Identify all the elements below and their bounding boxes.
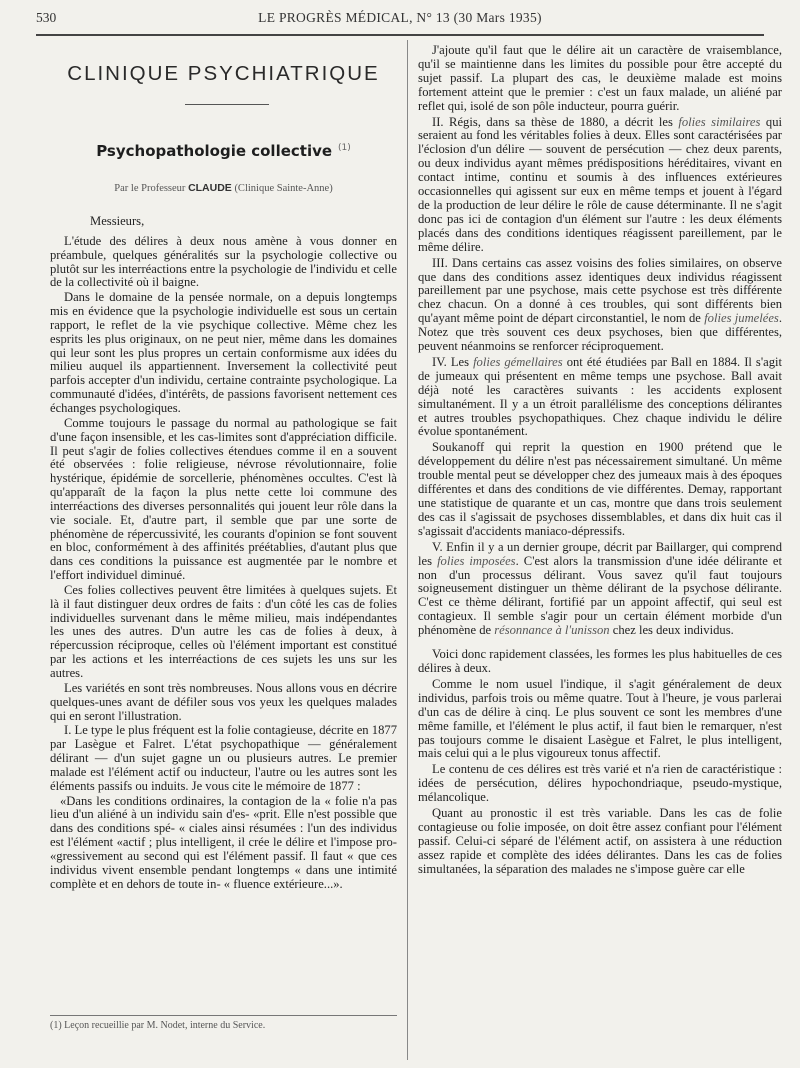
text-run: III. Dans certains cas assez voisins des folies similaires, on observe que dans des conditions assez identiques deux individus réagissent pareillement par une psychose, mais cette psychose est très différente chez chacun. On a donné à ces troubles, qui sont différents bien qu'ayant même point de départ circonstantiel, le nom de bbox=[418, 255, 782, 326]
salutation: Messieurs, bbox=[90, 214, 145, 228]
article-title-text: Psychopathologie collective bbox=[96, 142, 333, 160]
running-head bbox=[36, 8, 764, 28]
byline-prefix: Par le Professeur bbox=[114, 183, 186, 194]
paragraph bbox=[50, 724, 397, 793]
italic-term: folies similaires bbox=[678, 114, 761, 129]
paragraph: L'étude des délires à deux nous amène à vous donner en préambule, quelques généralités sur la psychologie collective ou plutôt sur les interréactions entre la psychologie de l'individu et celle de la collectivité où il baigne. bbox=[50, 233, 397, 290]
left-column bbox=[50, 215, 397, 893]
paragraph bbox=[418, 257, 782, 354]
text-run: . Notez que très souvent ces deux psychoses, bien que différentes, peuvent néanmoins se renforcer réciproquement. bbox=[418, 311, 782, 354]
page-number: 530 bbox=[36, 10, 57, 25]
text-run: V. Enfin il y a un dernier groupe, décrit par Baillarger, qui comprend les bbox=[418, 539, 782, 568]
section-title: CLINIQUE PSYCHIATRIQUE bbox=[67, 62, 380, 85]
paragraph bbox=[418, 116, 782, 255]
right-column bbox=[418, 44, 782, 879]
text-run: qui seraient au fond les véritables folies à deux. Elles sont caractérisées par l'éclosion d'un délire — souvent de persécution — chez deux parents, ou deux individus ayant mêmes prédispositions héréditaires, vivant en contact intime, continu et soumis à des influences extérieures occasionnelles qui agissent sur eux en même temps et jouent à l'égard de la production de leur délire le rôle de cause déterminante. Il ne s'agit donc pas ici de contagion d'un élément sur l'autre : les deux éléments placés dans des conditions identiques réagissent pareillement, par le même délire. bbox=[418, 114, 782, 254]
paragraph: Les variétés en sont très nombreuses. Nous allons vous en décrire quelques-unes avant de défiler sous vos yeux les quelques malades qui en seront l'illustration. bbox=[50, 680, 397, 723]
paragraph bbox=[418, 356, 782, 439]
affiliation: (Clinique Sainte-Anne) bbox=[234, 183, 333, 194]
italic-term: résonnance à l'unisson bbox=[494, 623, 610, 638]
title-divider bbox=[185, 104, 269, 105]
footnote-rule bbox=[50, 1015, 397, 1016]
paragraph: Comme toujours le passage du normal au pathologique se fait d'une façon insensible, et les cas-limites sont d'appréciation difficile. Il peut s'agir de folies collectives étendues comme il en a souvent été observées : folie religieuse, névrose révolutionnaire, folie hystérique, épidémie de sorcellerie, phénomènes occultes. C'est là qu'apparaît de la façon la plus nette cette loi commune des interréactions des diverses personnalités qui jouent leur rôle dans la vie sociale. Et, d'autre part, il semble que par une sorte de phénomène de répercussivité, les courants d'opinion se font souvent en bloc, conformément à des affinités préétablies, d'autant plus que dans ces conditions la puissance est augmentée par le nombre et l'effort individuel diminué. bbox=[50, 415, 397, 583]
paragraph: Soukanoff qui reprit la question en 1900 prétend que le développement du délire n'est pas nécessairement simultané. Un même trouble mental peut se développer chez des jumeaux mais à des époques différentes et dans des conditions de vie différentes. Demay, rapportant une statistique de quarante et un cas, montre que dans trois seulement des cas il s'agissait de psychoses dissemblables, et dans dix huit cas il s'agissait d'accidents maniaco-dépressifs. bbox=[418, 440, 782, 538]
italic-term: folie contagieuse bbox=[227, 723, 313, 738]
text-run: I. Le type le plus fréquent est la bbox=[64, 723, 228, 738]
article-title bbox=[50, 142, 397, 160]
paragraph: Quant au pronostic il est très variable. Dans les cas de folie contagieuse ou folie imposée, on doit être assez confiant pour l'élément passif. Celui-ci séparé de l'élément actif, on assistera à une réduction assez rapide et complète des idées délirantes. Dans les cas de folies simultanées, la séparation des malades ne s'impose guère car elle bbox=[418, 806, 782, 876]
paragraph: J'ajoute qu'il faut que le délire ait un caractère de vraisemblance, qu'il se maintienne dans les limites du possible pour être accepté du sujet passif. La plupart des cas, le deuxième malade est moins fortement atteint que le premier : c'est un faux malade, un aliéné par reflet qui, isolé de son pôle inducteur, pourra guérir. bbox=[418, 43, 782, 113]
italic-term: folies jumelées bbox=[704, 311, 779, 326]
italic-term: folies imposées bbox=[437, 553, 516, 568]
text-run: . C'est alors la transmission d'une idée délirante et non d'un processus délirant. Vous savez qu'il faut toujours soigneusement distinguer un thème délirant de la psychose délirante. C'est ce thème délirant, fortifié par un appoint affectif, qui seul est contagieux. Il semble s'agir pour un certain élément morbide d'un phénomène de bbox=[418, 553, 783, 638]
author-name: CLAUDE bbox=[188, 182, 232, 194]
header-rule bbox=[36, 34, 764, 36]
text-run: II. Régis, dans sa thèse de 1880, a décrit les bbox=[432, 114, 679, 129]
paragraph bbox=[418, 541, 782, 638]
quotation: «Dans les conditions ordinaires, la contagion de la « folie n'a pas lieu d'un aliéné à un individu sain d'es- «prit. Elle n'est possible que dans des conditions spé- « ciales ainsi résumées : l'un des individus est l'élément «actif ; plus intelligent, il crée le délire et l'impose pro- «gressivement au second qui est l'élément passif. Il faut « que ces individus vivent ensemble pendant longtemps « dans une intimité complète et en dehors de toute in- « fluence extérieure...». bbox=[50, 793, 397, 891]
italic-term: folies gémellaires bbox=[473, 354, 563, 369]
byline bbox=[50, 182, 397, 194]
text-run: ont été étudiées par Ball en 1884. Il s'agit de jumeaux qui présentent en même temps une psychose. Ball avait déjà noté les caractères suivants : les accidents explosent simultanément. Il y a un étroit parallélisme des conceptions délirantes et autres troubles psychopathiques. Chez chaque individu le délire évolue spontanément. bbox=[418, 354, 782, 439]
paragraph: Le contenu de ces délires est très varié et n'a rien de caractéristique : idées de persécution, délires hypochondriaque, pseudo-mystique, mélancolique. bbox=[418, 762, 782, 805]
paragraph: Dans le domaine de la pensée normale, on a depuis longtemps mis en évidence que la psychologie individuelle est sous un certain rapport, le reflet de la vie psychique collective. Même chez les esprits les plus originaux, on ne peut nier, même dans les domaines qui leur sont les plus propres un certain conformisme aux idées du milieu auquel ils appartiennent. Inversement la collectivité peut parfois accepter d'un individu, certaine contrainte psychologique. La communauté d'idées, d'intérêts, de passions favorisent nettement ces échanges psychologiques. bbox=[50, 290, 397, 415]
text-run: IV. Les bbox=[432, 354, 474, 369]
paragraph: Comme le nom usuel l'indique, il s'agit généralement de deux individus, parfois trois ou même quatre. Tout à l'heure, je vous parlerai d'un cas de délire à cinq. Le plus souvent ce sont les membres d'une même famille, et l'élément le plus actif, il faut bien le remarquer, n'est pas toujours comme le disaient Lasègue et Falret, le plus intelligent, mais celui qui a le plus vigoureux tonus affectif. bbox=[418, 676, 782, 761]
title-footnote-mark: (1) bbox=[338, 143, 351, 153]
paragraph: Ces folies collectives peuvent être limitées à quelques sujets. Et là il faut distinguer deux ordres de faits : d'un côté les cas de folies individuelles survenant dans le même milieu, mais indépendantes les unes des autres. D'un autre les cas de folies à deux, à répercussion réciproque, celles où l'élément important est constitué par les actions et les interréactions de ces sujets les uns sur les autres. bbox=[50, 582, 397, 680]
text-run: chez les deux individus. bbox=[609, 623, 734, 638]
footnote: (1) Leçon recueillie par M. Nodet, interne du Service. bbox=[50, 1020, 266, 1031]
paragraph: Voici donc rapidement classées, les formes les plus habituelles de ces délires à deux. bbox=[418, 647, 782, 675]
text-run: , décrite en 1877 par Lasègue et Falret. L'état psychopathique — généralement délirant — d'un sujet gagne un ou plusieurs autres. Le premier malade est l'élément actif ou inducteur, l'autre ou les autres sont les éléments passifs ou induits. Je vous cite le mémoire de 1877 : bbox=[50, 723, 397, 793]
column-divider bbox=[407, 40, 408, 1060]
journal-header: LE PROGRÈS MÉDICAL, N° 13 (30 Mars 1935) bbox=[258, 10, 542, 25]
